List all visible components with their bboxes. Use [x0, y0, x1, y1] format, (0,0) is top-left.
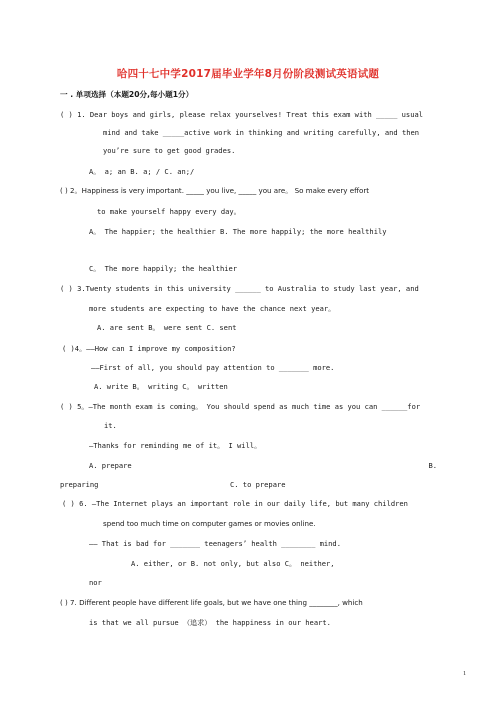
question-5-option-b: B. [428, 461, 437, 470]
question-5-option-c: C. to prepare [230, 480, 286, 489]
question-7-line-2: is that we all pursue （追求） the happiness in our heart. [89, 618, 331, 627]
question-3-line-1: ( ) 3.Twenty students in this university ______ to Australia to study last year, and [60, 284, 419, 293]
question-1-line-2: mind and take _____active work in thinking and writing carefully, and then [103, 128, 420, 137]
question-6-options-continued: nor [89, 578, 102, 587]
section-heading: 一 . 单项选择（本题20分,每小题1分） [60, 90, 194, 99]
question-5-line-1: ( ) 5。—The month exam is coming。 You should spend as much time as you can ______for [60, 402, 421, 411]
question-1-line-3: you’re sure to get good grades. [103, 146, 236, 155]
question-6-options: A. either, or B. not only, but also C。 neither, [131, 559, 335, 568]
question-2-options-line-1: A。 The happier; the healthier B. The more happily; the more healthily [89, 227, 387, 236]
question-4-line-2: ——First of all, you should pay attention to _______ more. [91, 363, 335, 372]
question-5-line-3: —Thanks for reminding me of it。 I will。 [89, 441, 262, 450]
page-title: 哈四十七中学2017届毕业学年8月份阶段测试英语试题 [116, 68, 380, 80]
question-6-line-3: —— That is bad for _______ teenagers’ health ________ mind. [89, 539, 341, 548]
question-5-option-b-continued: preparing [60, 480, 99, 489]
question-6-line-2: spend too much time on computer games or movies online. [103, 519, 316, 528]
question-7-line-1: ( ) 7. Different people have different life goals, but we have one thing ________, which [60, 598, 363, 607]
question-5-line-2: it. [104, 421, 117, 430]
question-2-line-1: ( ) 2。Happiness is very important. _____ you live, _____ you are。 So make every effort [60, 186, 370, 195]
question-3-options: A. are sent B。 were sent C. sent [97, 323, 237, 332]
question-4-options: A. write B。 writing C。 written [94, 382, 228, 391]
question-5-option-a: A. prepare [89, 461, 132, 470]
question-6-line-1: ( ) 6. —The Internet plays an important role in our daily life, but many children [62, 499, 408, 508]
question-3-line-2: more students are expecting to have the chance next year。 [89, 304, 336, 313]
question-2-options-line-2: C。 The more happily; the healthier [89, 264, 238, 273]
question-2-line-2: to make yourself happy every day。 [97, 207, 241, 216]
question-1-line-1: ( ) 1. Dear boys and girls, please relax yourselves! Treat this exam with _____ usual [60, 110, 424, 119]
question-1-options: A。 a; an B. a; / C. an;/ [89, 167, 195, 176]
question-4-line-1: ( )4。——How can I improve my composition? [62, 344, 236, 353]
page-number: 1 [463, 670, 467, 677]
